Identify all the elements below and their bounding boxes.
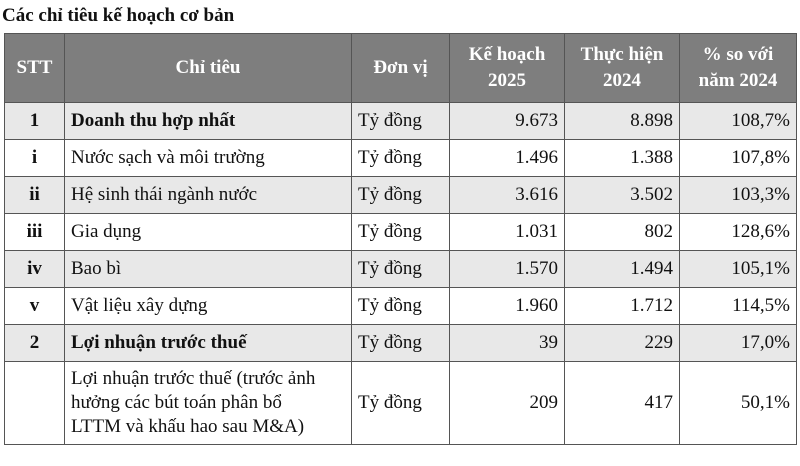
table-row [5, 177, 797, 214]
row-unit: Tỷ đồng [352, 177, 450, 214]
row-stt: iii [5, 214, 65, 251]
table-row [5, 288, 797, 325]
row-actual: 229 [565, 325, 680, 362]
row-stt: 1 [5, 103, 65, 140]
table-row [5, 103, 797, 140]
header-percent-vs-2024: % so với năm 2024 [680, 34, 797, 103]
row-unit: Tỷ đồng [352, 288, 450, 325]
plan-table [4, 33, 797, 445]
row-plan: 1.031 [450, 214, 565, 251]
row-plan: 3.616 [450, 177, 565, 214]
row-stt: ii [5, 177, 65, 214]
table-row [5, 362, 797, 445]
row-actual: 1.494 [565, 251, 680, 288]
row-percent: 103,3% [680, 177, 797, 214]
row-actual: 1.388 [565, 140, 680, 177]
row-indicator: Lợi nhuận trước thuế (trước ảnh hưởng các bút toán phân bổ LTTM và khấu hao sau M&A) [65, 362, 352, 445]
table-row [5, 214, 797, 251]
row-plan: 9.673 [450, 103, 565, 140]
row-actual: 8.898 [565, 103, 680, 140]
row-percent: 114,5% [680, 288, 797, 325]
header-unit: Đơn vị [352, 34, 450, 103]
row-percent: 108,7% [680, 103, 797, 140]
row-indicator: Hệ sinh thái ngành nước [65, 177, 352, 214]
row-percent: 107,8% [680, 140, 797, 177]
row-stt: i [5, 140, 65, 177]
row-plan: 1.570 [450, 251, 565, 288]
row-indicator: Vật liệu xây dựng [65, 288, 352, 325]
document-title: Các chỉ tiêu kế hoạch cơ bản [2, 5, 235, 26]
row-unit: Tỷ đồng [352, 103, 450, 140]
row-unit: Tỷ đồng [352, 362, 450, 445]
row-percent: 17,0% [680, 325, 797, 362]
row-plan: 1.496 [450, 140, 565, 177]
table-row [5, 251, 797, 288]
row-percent: 50,1% [680, 362, 797, 445]
row-plan: 1.960 [450, 288, 565, 325]
row-stt: v [5, 288, 65, 325]
row-indicator: Gia dụng [65, 214, 352, 251]
row-indicator: Bao bì [65, 251, 352, 288]
row-actual: 417 [565, 362, 680, 445]
row-stt [5, 362, 65, 445]
header-plan-2025: Kế hoạch 2025 [450, 34, 565, 103]
row-indicator: Lợi nhuận trước thuế [65, 325, 352, 362]
table-header-row [5, 34, 797, 103]
row-indicator: Doanh thu hợp nhất [65, 103, 352, 140]
header-stt: STT [5, 34, 65, 103]
row-unit: Tỷ đồng [352, 251, 450, 288]
header-actual-2024: Thực hiện 2024 [565, 34, 680, 103]
table-row [5, 325, 797, 362]
row-percent: 105,1% [680, 251, 797, 288]
row-indicator: Nước sạch và môi trường [65, 140, 352, 177]
row-plan: 39 [450, 325, 565, 362]
row-actual: 3.502 [565, 177, 680, 214]
row-plan: 209 [450, 362, 565, 445]
table-row [5, 140, 797, 177]
row-unit: Tỷ đồng [352, 325, 450, 362]
row-actual: 1.712 [565, 288, 680, 325]
row-percent: 128,6% [680, 214, 797, 251]
row-unit: Tỷ đồng [352, 214, 450, 251]
row-unit: Tỷ đồng [352, 140, 450, 177]
row-actual: 802 [565, 214, 680, 251]
row-stt: iv [5, 251, 65, 288]
header-indicator: Chỉ tiêu [65, 34, 352, 103]
row-stt: 2 [5, 325, 65, 362]
